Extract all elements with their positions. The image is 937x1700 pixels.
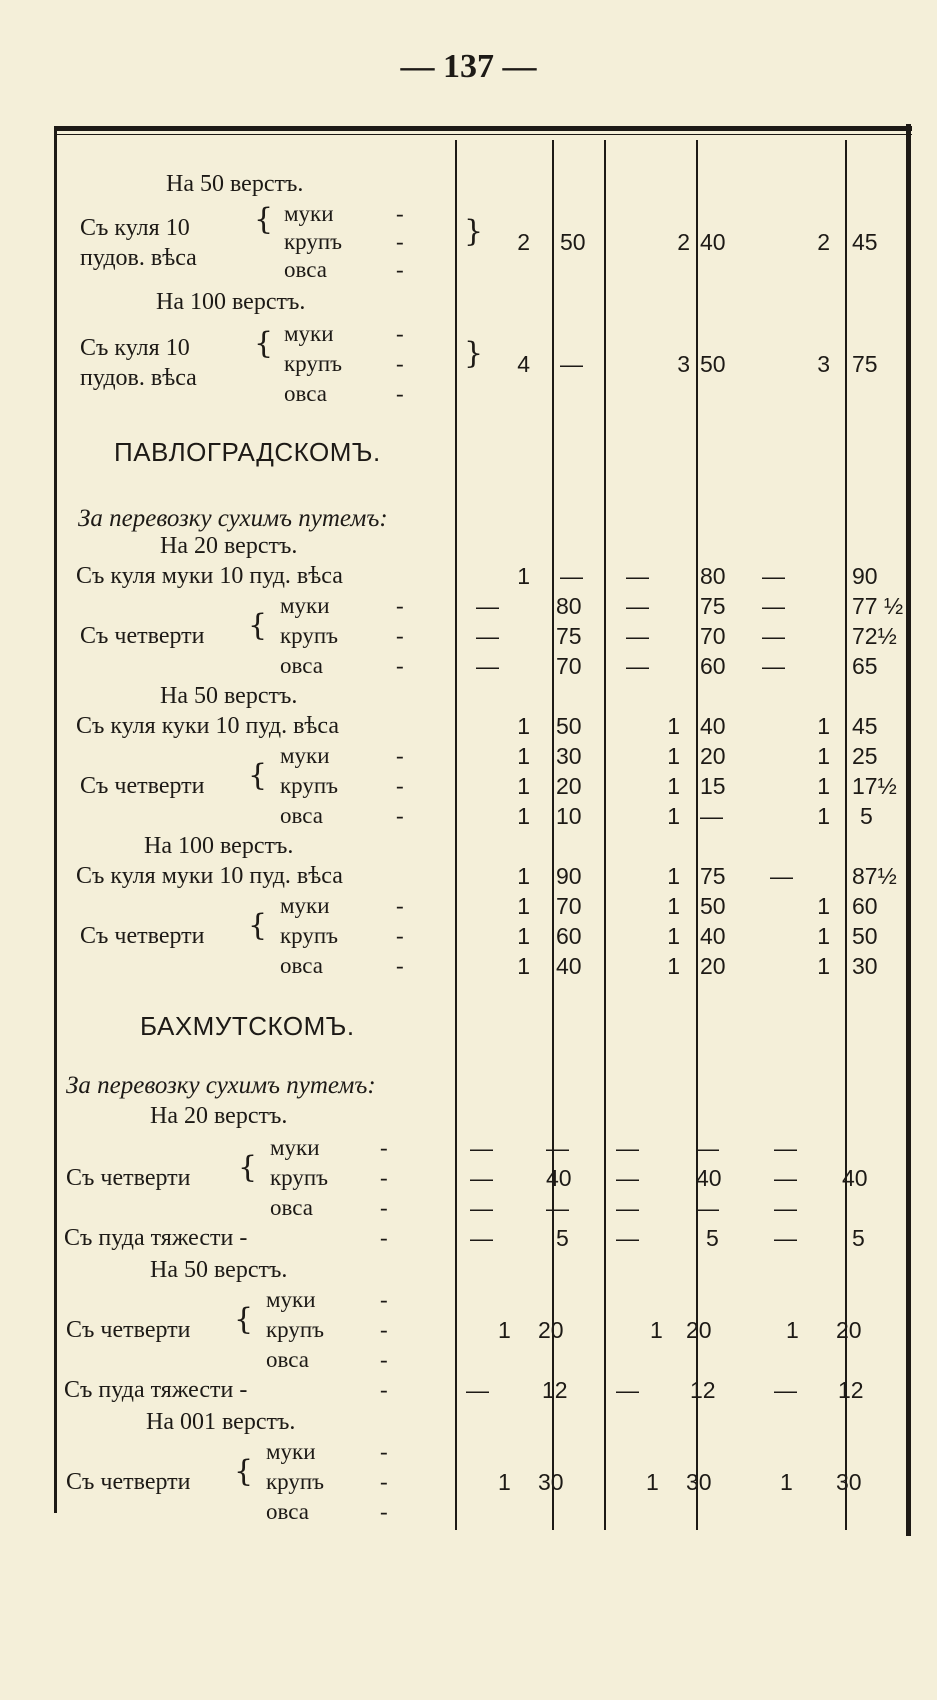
value-cell: 87½ bbox=[852, 863, 897, 889]
brace: { bbox=[248, 908, 268, 943]
heading-50-versts: На 50 верстъ. bbox=[150, 1257, 288, 1283]
brace: { bbox=[234, 1302, 254, 1337]
item-muki: муки bbox=[280, 743, 330, 768]
item-muki: муки bbox=[284, 201, 334, 226]
left-border bbox=[54, 128, 57, 1513]
value-cell: 17½ bbox=[852, 773, 897, 799]
value-cell: 3 bbox=[817, 351, 830, 377]
dash: - bbox=[396, 803, 404, 828]
dash: - bbox=[380, 1317, 388, 1342]
item-krup: крупъ bbox=[284, 351, 343, 376]
item-ovsa: овса bbox=[280, 653, 323, 678]
item-ovsa: овса bbox=[280, 803, 323, 828]
item-muki: муки bbox=[270, 1135, 320, 1160]
value-cell: — bbox=[616, 1195, 639, 1221]
value-cell: 75 bbox=[556, 623, 582, 649]
value-cell: — bbox=[774, 1165, 797, 1191]
value-cell: 70 bbox=[556, 653, 582, 679]
dash: - bbox=[396, 653, 404, 678]
value-cell: 75 bbox=[852, 351, 878, 377]
value-cell: — bbox=[696, 1195, 719, 1221]
value-cell: 1 bbox=[517, 563, 530, 589]
value-cell: 5 bbox=[860, 803, 873, 829]
value-cell: 20 bbox=[686, 1317, 712, 1343]
value-cell: — bbox=[700, 803, 723, 829]
value-cell: 50 bbox=[700, 893, 726, 919]
value-cell: 40 bbox=[700, 923, 726, 949]
value-cell: 1 bbox=[667, 953, 680, 979]
item-krup: крупъ bbox=[266, 1469, 325, 1494]
dash: - bbox=[396, 923, 404, 948]
dash: - bbox=[396, 321, 404, 346]
dash: - bbox=[380, 1195, 388, 1220]
brace: } bbox=[464, 214, 484, 249]
value-cell: 77 ½ bbox=[852, 593, 904, 619]
value-cell: — bbox=[774, 1135, 797, 1161]
value-cell: 40 bbox=[556, 953, 582, 979]
value-cell: — bbox=[560, 563, 583, 589]
value-cell: — bbox=[470, 1195, 493, 1221]
value-cell: 1 bbox=[667, 923, 680, 949]
item-krup: крупъ bbox=[280, 923, 339, 948]
value-cell: 1 bbox=[517, 713, 530, 739]
value-cell: 1 bbox=[667, 803, 680, 829]
brace: { bbox=[248, 608, 268, 643]
value-cell: 75 bbox=[700, 593, 726, 619]
value-cell: 1 bbox=[517, 773, 530, 799]
value-cell: — bbox=[476, 623, 499, 649]
value-cell: 1 bbox=[517, 803, 530, 829]
value-cell: 15 bbox=[700, 773, 726, 799]
value-cell: — bbox=[626, 653, 649, 679]
value-cell: 40 bbox=[700, 713, 726, 739]
value-cell: — bbox=[546, 1195, 569, 1221]
item-muki: муки bbox=[266, 1439, 316, 1464]
value-cell: 60 bbox=[852, 893, 878, 919]
pud-row-label: Съ пуда тяжести - bbox=[64, 1225, 248, 1251]
kul-row-label: Съ куля куки 10 пуд. вѣса bbox=[76, 713, 340, 739]
value-cell: 1 bbox=[646, 1469, 659, 1495]
value-cell: — bbox=[616, 1377, 639, 1403]
item-ovsa: овса bbox=[266, 1347, 309, 1372]
value-cell: — bbox=[476, 653, 499, 679]
value-cell: 12 bbox=[838, 1377, 864, 1403]
value-cell: — bbox=[626, 623, 649, 649]
chetverti-label: Съ четверти bbox=[80, 923, 205, 949]
value-cell: — bbox=[762, 563, 785, 589]
item-krup: крупъ bbox=[266, 1317, 325, 1342]
value-cell: — bbox=[616, 1165, 639, 1191]
value-cell: 50 bbox=[700, 351, 726, 377]
value-cell: 20 bbox=[700, 953, 726, 979]
value-cell: 1 bbox=[667, 863, 680, 889]
value-cell: 80 bbox=[700, 563, 726, 589]
value-cell: — bbox=[762, 653, 785, 679]
value-cell: 1 bbox=[517, 863, 530, 889]
value-cell: — bbox=[774, 1377, 797, 1403]
value-cell: 90 bbox=[556, 863, 582, 889]
value-cell: 30 bbox=[852, 953, 878, 979]
value-cell: 20 bbox=[556, 773, 582, 799]
dash: - bbox=[396, 381, 404, 406]
value-cell: 1 bbox=[780, 1469, 793, 1495]
value-cell: 1 bbox=[517, 923, 530, 949]
value-cell: — bbox=[762, 593, 785, 619]
value-cell: 4 bbox=[517, 351, 530, 377]
value-cell: 65 bbox=[852, 653, 878, 679]
value-cell: 1 bbox=[667, 893, 680, 919]
value-cell: 1 bbox=[817, 923, 830, 949]
value-cell: 1 bbox=[667, 773, 680, 799]
dash: - bbox=[380, 1469, 388, 1494]
value-cell: 1 bbox=[517, 743, 530, 769]
top-rule bbox=[54, 126, 912, 131]
item-muki: муки bbox=[266, 1287, 316, 1312]
value-cell: 1 bbox=[498, 1317, 511, 1343]
value-cell: 25 bbox=[852, 743, 878, 769]
value-cell: 3 bbox=[677, 351, 690, 377]
kul-label-line1: Съ куля 10 bbox=[80, 215, 190, 241]
heading-100-versts: На 001 верстъ. bbox=[146, 1409, 296, 1435]
value-cell: — bbox=[466, 1377, 489, 1403]
value-cell: — bbox=[616, 1225, 639, 1251]
value-cell: 60 bbox=[556, 923, 582, 949]
value-cell: 1 bbox=[498, 1469, 511, 1495]
dash: - bbox=[396, 201, 404, 226]
brace: { bbox=[254, 202, 274, 237]
value-cell: 12 bbox=[542, 1377, 568, 1403]
chetverti-label: Съ четверти bbox=[80, 773, 205, 799]
value-cell: — bbox=[560, 351, 583, 377]
value-cell: 1 bbox=[667, 743, 680, 769]
dash: - bbox=[396, 953, 404, 978]
value-cell: 5 bbox=[706, 1225, 719, 1251]
page-number: — 137 — bbox=[400, 48, 537, 85]
value-cell: 70 bbox=[700, 623, 726, 649]
brace: { bbox=[248, 758, 268, 793]
heading-20-versts: На 20 верстъ. bbox=[160, 533, 298, 559]
brace: { bbox=[238, 1150, 258, 1185]
value-cell: 1 bbox=[667, 713, 680, 739]
value-cell: 40 bbox=[700, 229, 726, 255]
item-ovsa: овса bbox=[284, 257, 327, 282]
dash: - bbox=[396, 623, 404, 648]
value-cell: 50 bbox=[560, 229, 586, 255]
value-cell: — bbox=[616, 1135, 639, 1161]
item-krup: крупъ bbox=[270, 1165, 329, 1190]
dash: - bbox=[380, 1347, 388, 1372]
section-subtitle: За перевозку сухимъ путемъ: bbox=[66, 1072, 376, 1099]
value-cell: — bbox=[774, 1225, 797, 1251]
item-muki: муки bbox=[284, 321, 334, 346]
value-cell: — bbox=[696, 1135, 719, 1161]
value-cell: — bbox=[774, 1195, 797, 1221]
value-cell: 20 bbox=[700, 743, 726, 769]
value-cell: 80 bbox=[556, 593, 582, 619]
dash: - bbox=[396, 773, 404, 798]
value-cell: 12 bbox=[690, 1377, 716, 1403]
dash: - bbox=[396, 351, 404, 376]
value-cell: 30 bbox=[556, 743, 582, 769]
value-cell: — bbox=[470, 1135, 493, 1161]
value-cell: — bbox=[762, 623, 785, 649]
value-cell: 1 bbox=[650, 1317, 663, 1343]
brace: { bbox=[234, 1454, 254, 1489]
brace: } bbox=[464, 336, 484, 371]
section-title-bakhmut: БАХМУТСКОМЪ. bbox=[140, 1011, 355, 1041]
value-cell: 45 bbox=[852, 713, 878, 739]
value-cell: 50 bbox=[852, 923, 878, 949]
chetverti-label: Съ четверти bbox=[66, 1165, 191, 1191]
dash: - bbox=[396, 257, 404, 282]
value-cell: 5 bbox=[852, 1225, 865, 1251]
dash: - bbox=[380, 1287, 388, 1312]
kul-label-line2: пудов. вѣса bbox=[80, 365, 197, 391]
column-rule-3 bbox=[604, 140, 606, 1530]
value-cell: 30 bbox=[686, 1469, 712, 1495]
item-ovsa: овса bbox=[266, 1499, 309, 1524]
value-cell: 70 bbox=[556, 893, 582, 919]
value-cell: 30 bbox=[836, 1469, 862, 1495]
heading-100-versts: На 100 верстъ. bbox=[156, 289, 306, 315]
value-cell: 1 bbox=[817, 743, 830, 769]
value-cell: 90 bbox=[852, 563, 878, 589]
value-cell: 40 bbox=[842, 1165, 868, 1191]
column-rule-1 bbox=[455, 140, 457, 1530]
item-krup: крупъ bbox=[284, 229, 343, 254]
item-ovsa: овса bbox=[270, 1195, 313, 1220]
value-cell: 1 bbox=[786, 1317, 799, 1343]
value-cell: 5 bbox=[556, 1225, 569, 1251]
kul-label-line1: Съ куля 10 bbox=[80, 335, 190, 361]
item-krup: крупъ bbox=[280, 623, 339, 648]
dash: - bbox=[396, 593, 404, 618]
kul-label-line2: пудов. вѣса bbox=[80, 245, 197, 271]
section-title-pavlograd: ПАВЛОГРАДСКОМЪ. bbox=[114, 437, 381, 467]
section-subtitle: За перевозку сухимъ путемъ: bbox=[78, 505, 388, 532]
brace: { bbox=[254, 326, 274, 361]
value-cell: 2 bbox=[517, 229, 530, 255]
chetverti-label: Съ четверти bbox=[66, 1317, 191, 1343]
value-cell: — bbox=[626, 563, 649, 589]
value-cell: 72½ bbox=[852, 623, 897, 649]
heading-50-versts: На 50 верстъ. bbox=[166, 171, 304, 197]
dash: - bbox=[380, 1439, 388, 1464]
item-ovsa: овса bbox=[280, 953, 323, 978]
value-cell: 1 bbox=[817, 773, 830, 799]
dash: - bbox=[380, 1499, 388, 1524]
chetverti-label: Съ четверти bbox=[80, 623, 205, 649]
item-muki: муки bbox=[280, 593, 330, 618]
value-cell: 2 bbox=[817, 229, 830, 255]
dash: - bbox=[396, 229, 404, 254]
value-cell: 1 bbox=[817, 803, 830, 829]
kul-row-label: Съ куля муки 10 пуд. вѣса bbox=[76, 863, 343, 889]
value-cell: 45 bbox=[852, 229, 878, 255]
value-cell: 1 bbox=[517, 953, 530, 979]
value-cell: 20 bbox=[836, 1317, 862, 1343]
value-cell: 75 bbox=[700, 863, 726, 889]
heading-50-versts: На 50 верстъ. bbox=[160, 683, 298, 709]
value-cell: — bbox=[470, 1225, 493, 1251]
value-cell: 20 bbox=[538, 1317, 564, 1343]
value-cell: 1 bbox=[817, 953, 830, 979]
value-cell: 60 bbox=[700, 653, 726, 679]
kul-row-label: Съ куля муки 10 пуд. вѣса bbox=[76, 563, 343, 589]
item-ovsa: овса bbox=[284, 381, 327, 406]
item-muki: муки bbox=[280, 893, 330, 918]
value-cell: 40 bbox=[696, 1165, 722, 1191]
value-cell: 10 bbox=[556, 803, 582, 829]
dash: - bbox=[396, 743, 404, 768]
dash: - bbox=[380, 1377, 388, 1402]
value-cell: 1 bbox=[517, 893, 530, 919]
value-cell: 50 bbox=[556, 713, 582, 739]
chetverti-label: Съ четверти bbox=[66, 1469, 191, 1495]
dash: - bbox=[380, 1165, 388, 1190]
item-krup: крупъ bbox=[280, 773, 339, 798]
right-border bbox=[906, 124, 911, 1536]
value-cell: 1 bbox=[817, 893, 830, 919]
dash: - bbox=[380, 1225, 388, 1250]
dash: - bbox=[396, 893, 404, 918]
dash: - bbox=[380, 1135, 388, 1160]
top-rule-thin bbox=[54, 134, 912, 135]
value-cell: 40 bbox=[546, 1165, 572, 1191]
value-cell: — bbox=[476, 593, 499, 619]
value-cell: 1 bbox=[817, 713, 830, 739]
value-cell: — bbox=[770, 863, 793, 889]
value-cell: 2 bbox=[677, 229, 690, 255]
value-cell: — bbox=[546, 1135, 569, 1161]
pud-row-label: Съ пуда тяжести - bbox=[64, 1377, 248, 1403]
value-cell: — bbox=[470, 1165, 493, 1191]
heading-20-versts: На 20 верстъ. bbox=[150, 1103, 288, 1129]
value-cell: — bbox=[626, 593, 649, 619]
heading-100-versts: На 100 верстъ. bbox=[144, 833, 294, 859]
value-cell: 30 bbox=[538, 1469, 564, 1495]
